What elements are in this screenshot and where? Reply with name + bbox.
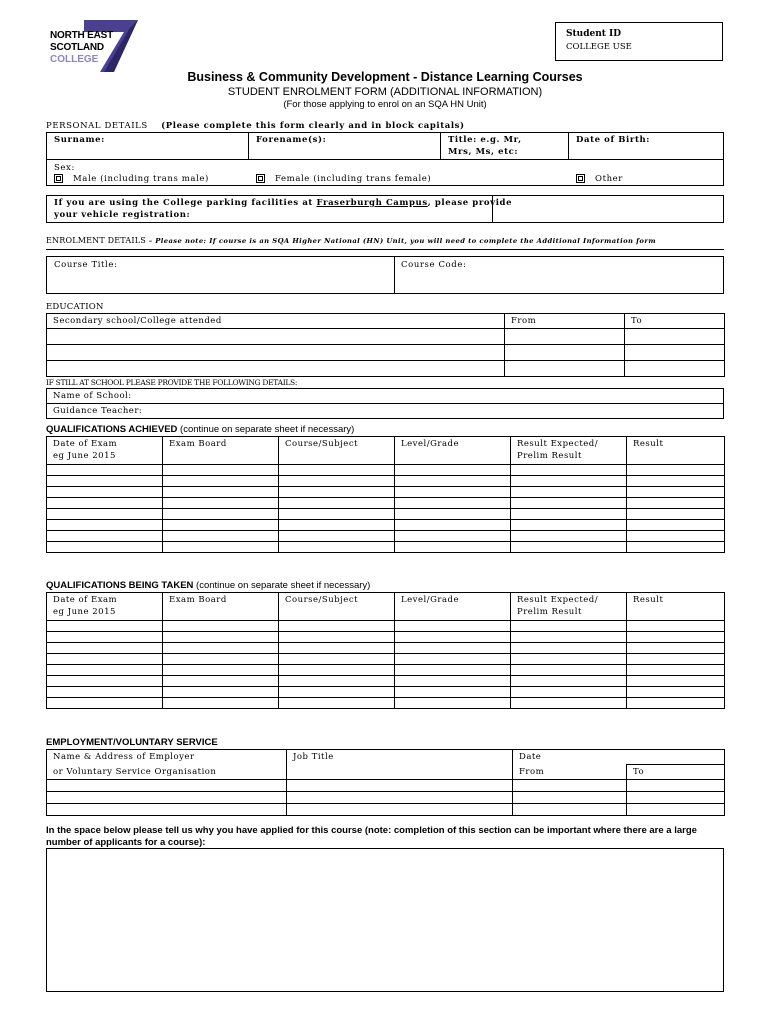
table-row[interactable] bbox=[47, 654, 725, 665]
enrolment-heading bbox=[46, 236, 656, 245]
col-date-line-1: Date of Exam bbox=[53, 439, 118, 449]
achieved-cont: (continue on separate sheet if necessary) bbox=[177, 424, 355, 435]
page-title: Business & Community Development - Distance Learning Courses bbox=[187, 70, 583, 84]
page-note: (For those applying to enrol on an SQA HN Unit) bbox=[283, 99, 487, 110]
employment-table bbox=[46, 749, 725, 816]
achieved-heading-text: QUALIFICATIONS ACHIEVED bbox=[46, 424, 178, 435]
school-table bbox=[46, 388, 724, 419]
col-result-expected bbox=[511, 593, 627, 621]
col-result: Result bbox=[627, 593, 725, 621]
table-row[interactable] bbox=[47, 465, 725, 476]
table-row[interactable] bbox=[47, 792, 725, 804]
enrolment-heading-text: ENROLMENT DETAILS bbox=[46, 236, 146, 245]
dob-field[interactable]: Date of Birth: bbox=[576, 135, 650, 145]
employment-heading: EMPLOYMENT/VOLUNTARY SERVICE bbox=[46, 737, 218, 748]
table-row[interactable] bbox=[47, 804, 725, 816]
parking-campus: Fraserburgh Campus bbox=[316, 198, 428, 208]
personal-divider-v1 bbox=[248, 132, 249, 159]
table-row[interactable] bbox=[47, 476, 725, 487]
table-row[interactable] bbox=[47, 687, 725, 698]
qualifications-taking-table bbox=[46, 592, 725, 709]
col-date: Date bbox=[513, 750, 725, 765]
table-row[interactable] bbox=[47, 542, 725, 553]
col-course-subject: Course/Subject bbox=[279, 593, 395, 621]
enrolment-rule bbox=[46, 249, 724, 250]
education-col-school: Secondary school/College attended bbox=[47, 314, 505, 329]
col-date-line-2: eg June 2015 bbox=[53, 607, 116, 617]
education-table bbox=[46, 313, 725, 377]
page-subtitle: STUDENT ENROLMENT FORM (ADDITIONAL INFORMATION) bbox=[227, 86, 543, 98]
taking-heading-text: QUALIFICATIONS BEING TAKEN bbox=[46, 580, 194, 591]
college-logo bbox=[44, 18, 140, 74]
personal-divider-v3 bbox=[568, 132, 569, 159]
table-row[interactable] bbox=[47, 487, 725, 498]
female-label: Female (including trans female) bbox=[275, 174, 432, 184]
school-name-field[interactable]: Name of School: bbox=[47, 389, 724, 404]
vehicle-registration-input[interactable] bbox=[493, 196, 723, 222]
male-label: Male (including trans male) bbox=[73, 174, 209, 184]
qualifications-achieved-table bbox=[46, 436, 725, 553]
table-row[interactable] bbox=[47, 643, 725, 654]
col-level-grade: Level/Grade bbox=[395, 437, 511, 465]
student-id-label: Student ID bbox=[566, 29, 622, 39]
enrolment-note: – Please note: If course is an SQA Higher National (HN) Unit, you will need to complete the Additional Information form bbox=[145, 237, 656, 245]
col-from: From bbox=[513, 765, 627, 780]
personal-heading bbox=[46, 121, 465, 131]
personal-heading-text: PERSONAL DETAILS bbox=[46, 121, 148, 131]
statement-prompt: In the space below please tell us why you have applied for this course (note: completion of this section can be important where there are a large number of applicants for a course): bbox=[46, 825, 697, 848]
table-row[interactable] bbox=[47, 509, 725, 520]
surname-field[interactable]: Surname: bbox=[54, 135, 105, 145]
table-row[interactable] bbox=[47, 520, 725, 531]
parking-pre: If you are using the College parking facilities at bbox=[54, 198, 317, 208]
course-divider bbox=[394, 256, 395, 294]
logo-line-1: NORTH EAST bbox=[50, 30, 114, 41]
table-row[interactable] bbox=[47, 329, 725, 345]
personal-divider-v2 bbox=[440, 132, 441, 159]
col-expected-line-1: Result Expected/ bbox=[517, 595, 599, 605]
statement-textarea[interactable] bbox=[46, 848, 724, 992]
education-col-from: From bbox=[505, 314, 625, 329]
personal-instruction: (Please complete this form clearly and in block capitals) bbox=[161, 121, 465, 131]
taking-cont: (continue on separate sheet if necessary) bbox=[193, 580, 371, 591]
col-exam-board: Exam Board bbox=[163, 593, 279, 621]
sex-option-other[interactable] bbox=[576, 174, 623, 184]
other-label: Other bbox=[595, 174, 623, 184]
table-row[interactable] bbox=[47, 621, 725, 632]
parking-text bbox=[54, 198, 512, 208]
col-date-of-exam bbox=[47, 437, 163, 465]
col-date-of-exam bbox=[47, 593, 163, 621]
col-result: Result bbox=[627, 437, 725, 465]
col-expected-line-2: Prelim Result bbox=[517, 607, 582, 617]
col-expected-line-2: Prelim Result bbox=[517, 451, 582, 461]
col-level-grade: Level/Grade bbox=[395, 593, 511, 621]
forenames-field[interactable]: Forename(s): bbox=[256, 135, 327, 145]
title-field-line-1[interactable]: Title: e.g. Mr, bbox=[448, 135, 522, 145]
sex-option-male[interactable] bbox=[54, 174, 209, 184]
course-box bbox=[46, 256, 724, 294]
table-row[interactable] bbox=[47, 665, 725, 676]
student-id-sub: COLLEGE USE bbox=[566, 42, 632, 52]
table-row[interactable] bbox=[47, 632, 725, 643]
education-col-to: To bbox=[625, 314, 725, 329]
sex-label: Sex: bbox=[54, 163, 75, 173]
col-job-title: Job Title bbox=[287, 750, 513, 780]
table-row[interactable] bbox=[47, 780, 725, 792]
col-to: To bbox=[627, 765, 725, 780]
table-row[interactable] bbox=[47, 498, 725, 509]
checkbox-icon[interactable] bbox=[54, 174, 63, 183]
table-row[interactable] bbox=[47, 345, 725, 361]
table-row[interactable] bbox=[47, 361, 725, 377]
table-row[interactable] bbox=[47, 676, 725, 687]
col-course-subject: Course/Subject bbox=[279, 437, 395, 465]
checkbox-icon[interactable] bbox=[256, 174, 265, 183]
col-employer-line-1: Name & Address of Employer bbox=[47, 750, 287, 765]
checkbox-icon[interactable] bbox=[576, 174, 585, 183]
table-row[interactable] bbox=[47, 698, 725, 709]
col-result-expected bbox=[511, 437, 627, 465]
student-id-box[interactable] bbox=[555, 22, 723, 61]
course-title-field[interactable]: Course Title: bbox=[54, 260, 118, 270]
taking-heading bbox=[46, 580, 370, 591]
guidance-teacher-field[interactable]: Guidance Teacher: bbox=[47, 404, 724, 419]
col-expected-line-1: Result Expected/ bbox=[517, 439, 599, 449]
course-code-field[interactable]: Course Code: bbox=[401, 260, 467, 270]
col-employer-line-2: or Voluntary Service Organisation bbox=[47, 765, 287, 780]
sex-option-female[interactable] bbox=[256, 174, 431, 184]
education-heading: EDUCATION bbox=[46, 302, 104, 312]
personal-divider-h bbox=[46, 159, 724, 160]
table-row[interactable] bbox=[47, 531, 725, 542]
title-field-line-2: Mrs, Ms, etc: bbox=[448, 147, 519, 157]
col-date-line-2: eg June 2015 bbox=[53, 451, 116, 461]
parking-line-2: your vehicle registration: bbox=[54, 210, 191, 220]
logo-line-2: SCOTLAND bbox=[50, 42, 104, 53]
achieved-heading bbox=[46, 424, 354, 435]
school-heading: IF STILL AT SCHOOL PLEASE PROVIDE THE FOLLOWING DETAILS: bbox=[46, 378, 298, 387]
parking-post: , please provide bbox=[427, 198, 513, 208]
col-date-line-1: Date of Exam bbox=[53, 595, 118, 605]
col-exam-board: Exam Board bbox=[163, 437, 279, 465]
logo-line-3: COLLEGE bbox=[50, 54, 99, 65]
